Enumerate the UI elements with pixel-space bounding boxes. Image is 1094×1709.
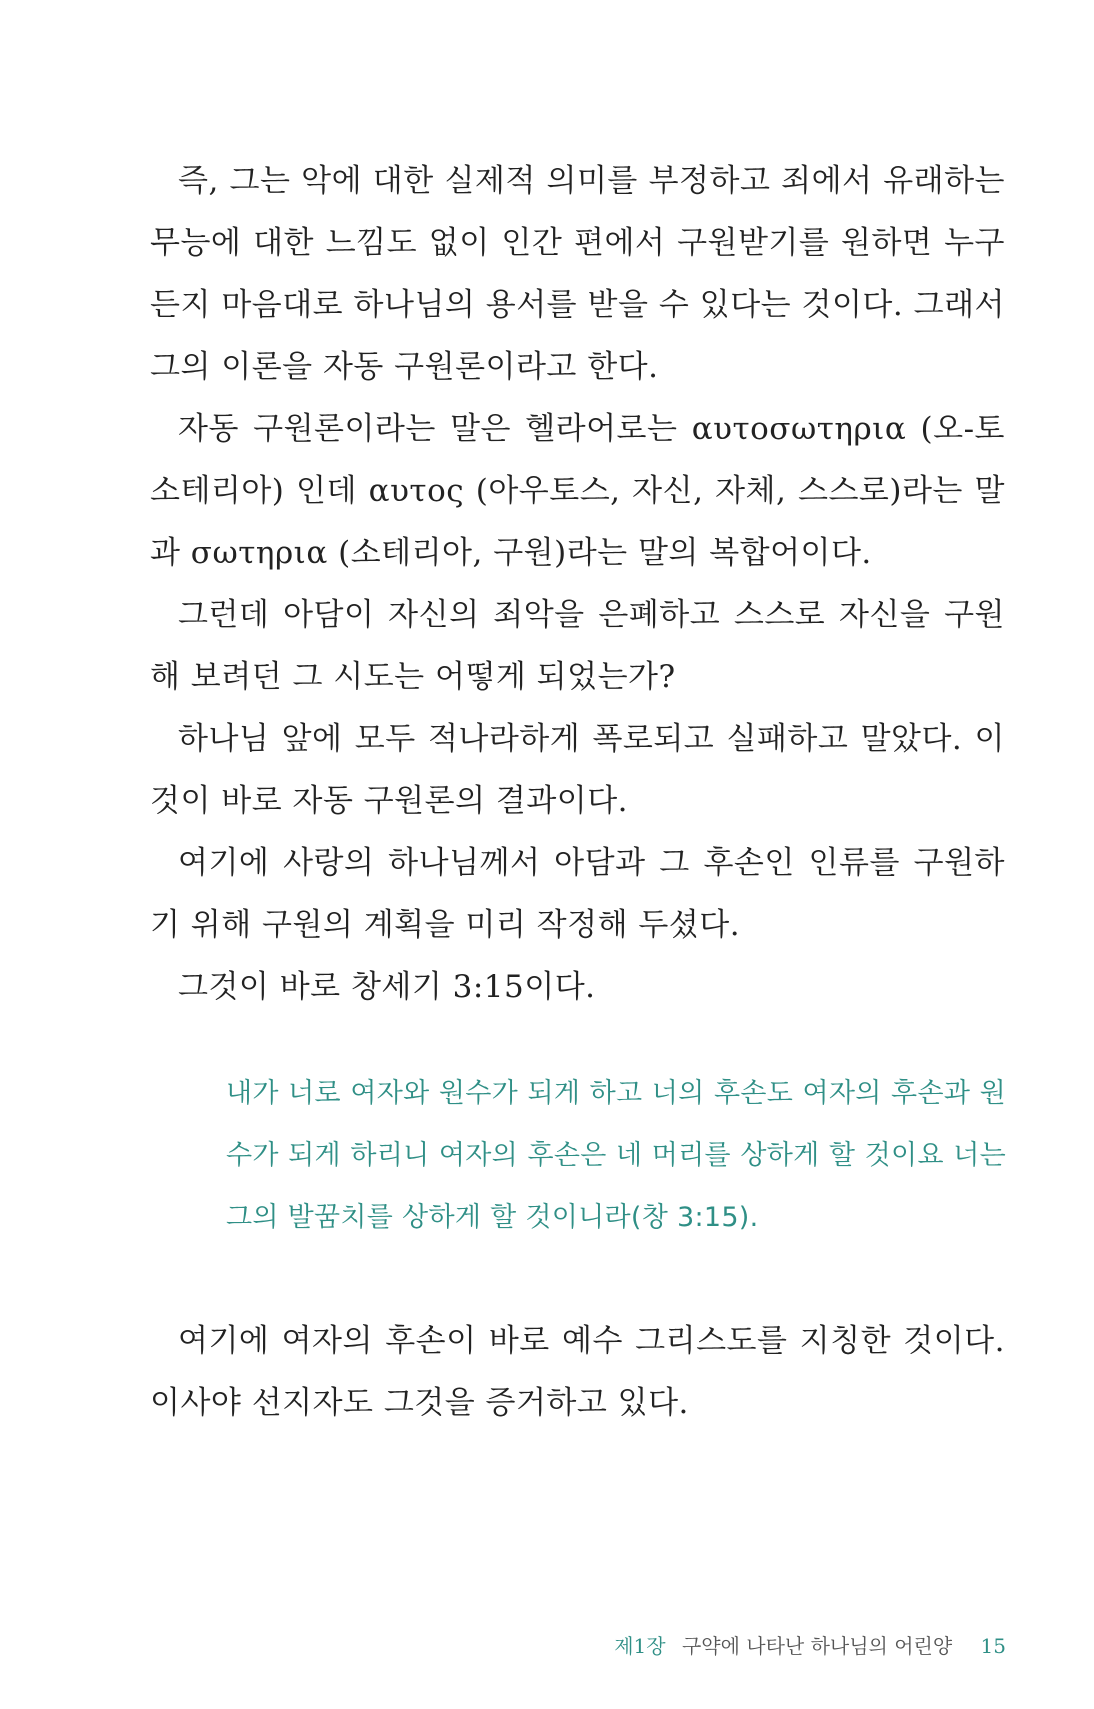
paragraph-5: 여기에 사랑의 하나님께서 아담과 그 후손인 인류를 구원하기 위해 구원의 계획을 미리 작정해 두셨다.	[150, 845, 1005, 943]
footer-title: 구약에 나타난 하나님의 어린양	[681, 1634, 953, 1658]
page-number: 15	[980, 1634, 1006, 1658]
main-body-text	[150, 150, 1005, 1018]
paragraph-6: 그것이 바로 창세기 3:15이다.	[178, 969, 596, 1005]
paragraph-3: 그런데 아담이 자신의 죄악을 은폐하고 스스로 자신을 구원해 보려던 그 시도는 어떻게 되었는가?	[150, 597, 1005, 695]
paragraph-4: 하나님 앞에 모두 적나라하게 폭로되고 실패하고 말았다. 이것이 바로 자동 구원론의 결과이다.	[150, 721, 1005, 819]
closing-body-text	[150, 1310, 1005, 1434]
footer-chapter: 제1장	[614, 1634, 666, 1658]
scripture-quote: 내가 너로 여자와 원수가 되게 하고 너의 후손도 여자의 후손과 원수가 되게 하리니 여자의 후손은 네 머리를 상하게 할 것이요 너는 그의 발꿈치를 상하게 할 것이니라(창 3:15).	[226, 1078, 1006, 1233]
paragraph-1: 즉, 그는 악에 대한 실제적 의미를 부정하고 죄에서 유래하는 무능에 대한 느낌도 없이 인간 편에서 구원받기를 원하면 누구든지 마음대로 하나님의 용서를 받을 수 있다는 것이다. 그래서 그의 이론을 자동 구원론이라고 한다.	[150, 163, 1005, 385]
closing-paragraph: 여기에 여자의 후손이 바로 예수 그리스도를 지칭한 것이다. 이사야 선지자도 그것을 증거하고 있다.	[150, 1323, 1005, 1421]
page-footer	[614, 1630, 1006, 1659]
paragraph-2: 자동 구원론이라는 말은 헬라어로는 αυτοσωτηρια (오-토 소테리아) 인데 αυτος (아우토스, 자신, 자체, 스스로)라는 말과 σωτηρια (소테리아, 구원)라는 말의 복합어이다.	[150, 411, 1005, 571]
